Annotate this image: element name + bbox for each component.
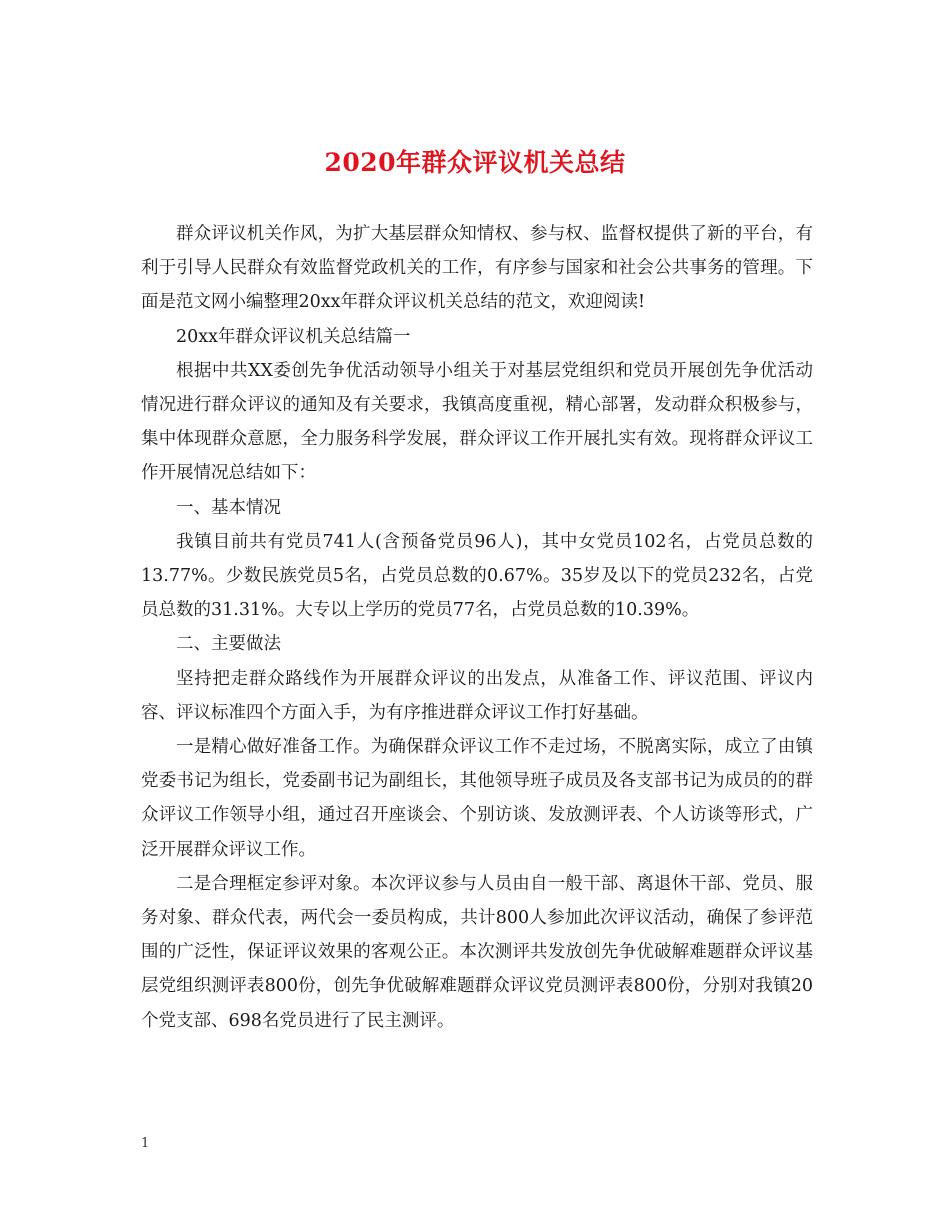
statistics-paragraph: 我镇目前共有党员741人(含预备党员96人)，其中女党员102名，占党员总数的13.77%。少数民族党员5名，占党员总数的0.67%。35岁及以下的党员232名，占党员总数的31.31%。大专以上学历的党员77名，占党员总数的10.39%。: [141, 531, 813, 621]
preparation-paragraph: 一是精心做好准备工作。为确保群众评议工作不走过场，不脱离实际，成立了由镇党委书记为组长，党委副书记为副组长，其他领导班子成员及各支部书记为成员的的群众评议工作领导小组，通过召开座谈会、个别访谈、发放测评表、个人访谈等形式，广泛开展群众评议工作。: [141, 737, 813, 860]
methods-intro-paragraph: 坚持把走群众路线作为开展群众评议的出发点，从准备工作、评议范围、评议内容、评议标准四个方面入手，为有序推进群众评议工作打好基础。: [141, 668, 813, 723]
intro-paragraph: 群众评议机关作风，为扩大基层群众知情权、参与权、监督权提供了新的平台，有利于引导人民群众有效监督党政机关的工作，有序参与国家和社会公共事务的管理。下面是范文网小编整理20xx年群众评议机关总结的范文，欢迎阅读!: [141, 224, 813, 313]
heading-main-methods: 二、主要做法: [176, 634, 281, 655]
section-heading-part-one: 20xx年群众评议机关总结篇一: [176, 326, 411, 347]
background-paragraph: 根据中共XX委创先争优活动领导小组关于对基层党组织和党员开展创先争优活动情况进行群众评议的通知及有关要求，我镇高度重视，精心部署，发动群众积极参与，集中体现群众意愿，全力服务科学发展，群众评议工作开展扎实有效。现将群众评议工作开展情况总结如下：: [141, 360, 813, 484]
document-body: [141, 217, 813, 1038]
heading-basic-situation: 一、基本情况: [176, 497, 281, 518]
document-title: 2020年群众评议机关总结: [324, 148, 626, 177]
participants-paragraph: 二是合理框定参评对象。本次评议参与人员由自一般干部、离退休干部、党员、服务对象、群众代表，两代会一委员构成，共计800人参加此次评议活动，确保了参评范围的广泛性，保证评议效果的客观公正。本次测评共发放创先争优破解难题群众评议基层党组织测评表800份，创先争优破解难题群众评议党员测评表800份，分别对我镇20个党支部、698名党员进行了民主测评。: [141, 873, 813, 1031]
page-number: 1: [141, 1136, 150, 1151]
